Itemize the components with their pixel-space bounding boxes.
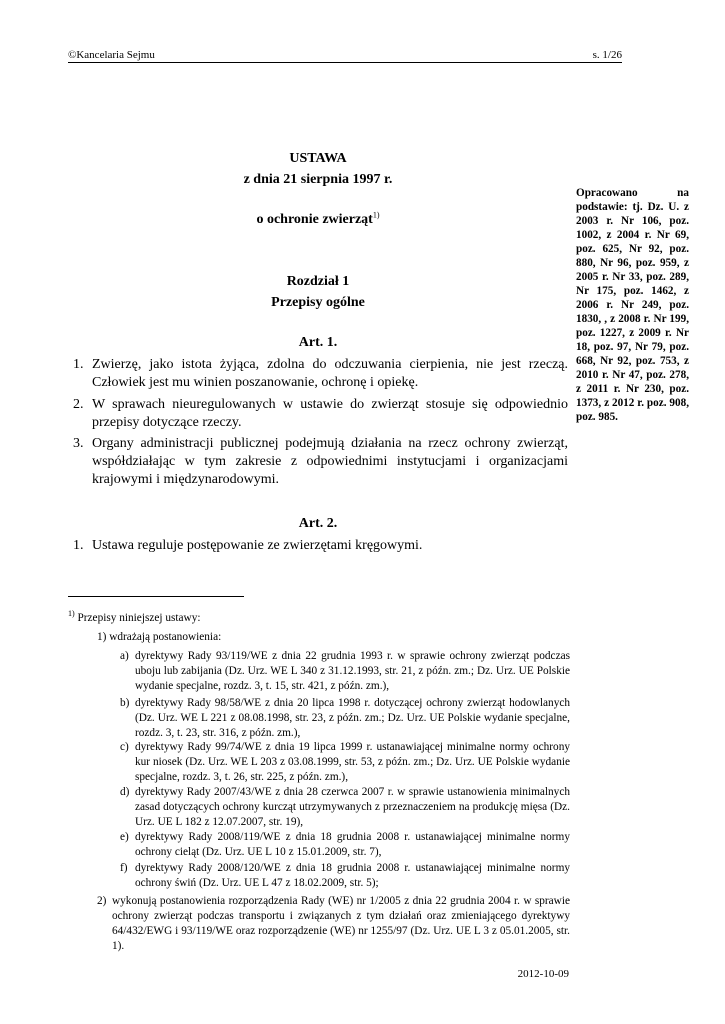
art1-item-2 — [73, 396, 568, 432]
footnote-subitem-b-label: b) — [120, 697, 130, 709]
footnote-subitem-a-text: dyrektywy Rady 93/119/WE z dnia 22 grudnia 1993 r. w sprawie ochrony zwierząt podczas uboju lub zabijania (Dz. Urz. WE L 340 z 31.12.1993, str. 21, z późn. zm.; Dz. Urz. UE Polskie wydanie specjalne, rozdz. 3, t. 15, str. 421, z późn. zm.), — [135, 650, 570, 692]
act-type: USTAWA — [289, 151, 347, 166]
footnote-subitem-c-label: c) — [120, 741, 129, 753]
footnote-point-2-text: wykonują postanowienia rozporządzenia Rady (WE) nr 1/2005 z dnia 22 grudnia 2004 r. w sprawie ochrony zwierząt podczas transportu i związanych z tym działań oraz zmieniającego dyrektywy 64/432/EWG i 93/119/WE oraz rozporządzenie (WE) nr 1255/97 (Dz. Urz. UE L 3 z 05.01.2005, str. 1). — [112, 895, 570, 952]
footnote-subitem-d — [120, 785, 570, 830]
footnote-subitem-a-label: a) — [120, 650, 129, 662]
art1-item-3-text: Organy administracji publicznej podejmują działania na rzecz ochrony zwierząt, współdziałając w tym zakresie z odpowiednimi instytucjami i organizacjami krajowymi i międzynarodowymi. — [92, 436, 568, 487]
header-rule — [68, 62, 622, 63]
art1-item-1-num: 1. — [73, 357, 84, 372]
header-source: ©Kancelaria Sejmu — [68, 49, 155, 61]
art1-item-1 — [73, 356, 568, 392]
art2-item-1-text: Ustawa reguluje postępowanie ze zwierzętami kręgowymi. — [92, 538, 423, 553]
footnote-subitem-c-text: dyrektywy Rady 99/74/WE z dnia 19 lipca 1999 r. ustanawiającej minimalne normy ochrony kur niosek (Dz. Urz. WE L 203 z 03.08.1999, str. 53, z późn. zm.; Dz. Urz. UE Polskie wydanie specjalne, rozdz. 3, t. 26, str. 225, z późn. zm.), — [135, 741, 570, 783]
footnote-subitem-f — [120, 861, 570, 891]
art2-item-1 — [73, 537, 568, 555]
chapter-number: Rozdział 1 — [286, 274, 350, 289]
footnote-point-2-label: 2) — [97, 895, 107, 907]
art1-item-2-num: 2. — [73, 397, 84, 412]
consolidation-note: Opracowano na podstawie: tj. Dz. U. z 2003 r. Nr 106, poz. 1002, z 2004 r. Nr 69, poz. 625, Nr 92, poz. 880, Nr 96, poz. 959, z 2005 r. Nr 33, poz. 289, Nr 175, poz. 1462, z 2006 r. Nr 249, poz. 1830, , z 2008 r. Nr 199, poz. 1227, z 2009 r. Nr 18, poz. 97, Nr 79, poz. 668, Nr 92, poz. 753, z 2010 r. Nr 47, poz. 278, z 2011 r. Nr 230, poz. 1373, z 2012 r. poz. 908, poz. 985. — [576, 187, 689, 423]
act-date: z dnia 21 sierpnia 1997 r. — [243, 172, 393, 187]
footnote-subitem-d-text: dyrektywy Rady 2007/43/WE z dnia 28 czerwca 2007 r. w sprawie ustanowienia minimalnych zasad dotyczących ochrony kurcząt utrzymywanych z przeznaczeniem na produkcję mięsa (Dz. Urz. UE L 182 z 12.07.2007, str. 19), — [135, 786, 570, 828]
footnote-subitem-f-label: f) — [120, 862, 128, 874]
art1-item-2-text: W sprawach nieuregulowanych w ustawie do zwierząt stosuje się odpowiednio przepisy dotyczące rzeczy. — [92, 397, 568, 430]
footnote-subitem-f-text: dyrektywy Rady 2008/120/WE z dnia 18 grudnia 2008 r. ustanawiającej minimalne normy ochrony świń (Dz. Urz. UE L 47 z 18.02.2009, str. 5); — [135, 862, 570, 889]
footnote-subitem-b-text: dyrektywy Rady 98/58/WE z dnia 20 lipca 1998 r. dotyczącej ochrony zwierząt hodowlanych (Dz. Urz. WE L 221 z 08.08.1998, str. 23, z późn. zm.; Dz. Urz. UE Polskie wydanie specjalne, rozdz. 3, t. 23, str. 316, z późn. zm.), — [135, 697, 570, 739]
footnote-intro-text: Przepisy niniejszej ustawy: — [77, 612, 201, 624]
art1-item-3 — [73, 435, 568, 489]
footnote-subitem-a — [120, 649, 570, 694]
chapter-title: Przepisy ogólne — [271, 295, 365, 310]
page-number: s. 1/26 — [592, 49, 622, 61]
art2-heading: Art. 2. — [298, 516, 338, 531]
footnote-point-1: 1) wdrażają postanowienia: — [97, 631, 222, 643]
footnote-subitem-c — [120, 740, 570, 785]
footer-date: 2012-10-09 — [517, 968, 569, 980]
art1-item-1-text: Zwierzę, jako istota żyjąca, zdolna do odczuwania cierpienia, nie jest rzeczą. Człowiek jest mu winien poszanowanie, ochronę i opiekę. — [92, 357, 568, 390]
footnote-subitem-e-text: dyrektywy Rady 2008/119/WE z dnia 18 grudnia 2008 r. ustanawiającej minimalne normy ochrony cieląt (Dz. Urz. UE L 10 z 15.01.2009, str. 7), — [135, 831, 570, 858]
art2-item-1-num: 1. — [73, 538, 84, 553]
footnote-subitem-e — [120, 830, 570, 860]
art1-heading: Art. 1. — [298, 335, 338, 350]
footnote-subitem-e-label: e) — [120, 831, 129, 843]
art1-item-3-num: 3. — [73, 436, 84, 451]
act-title — [68, 212, 568, 228]
footnote-marker: 1) — [68, 609, 75, 619]
act-title-text: o ochronie zwierząt — [256, 212, 373, 227]
footnote-ref: 1) — [372, 210, 380, 220]
footnote-rule — [68, 596, 244, 597]
footnote-subitem-b — [120, 696, 570, 741]
footnote-subitem-d-label: d) — [120, 786, 130, 798]
footnote-point-2 — [97, 894, 570, 954]
footnote-intro — [68, 611, 201, 626]
